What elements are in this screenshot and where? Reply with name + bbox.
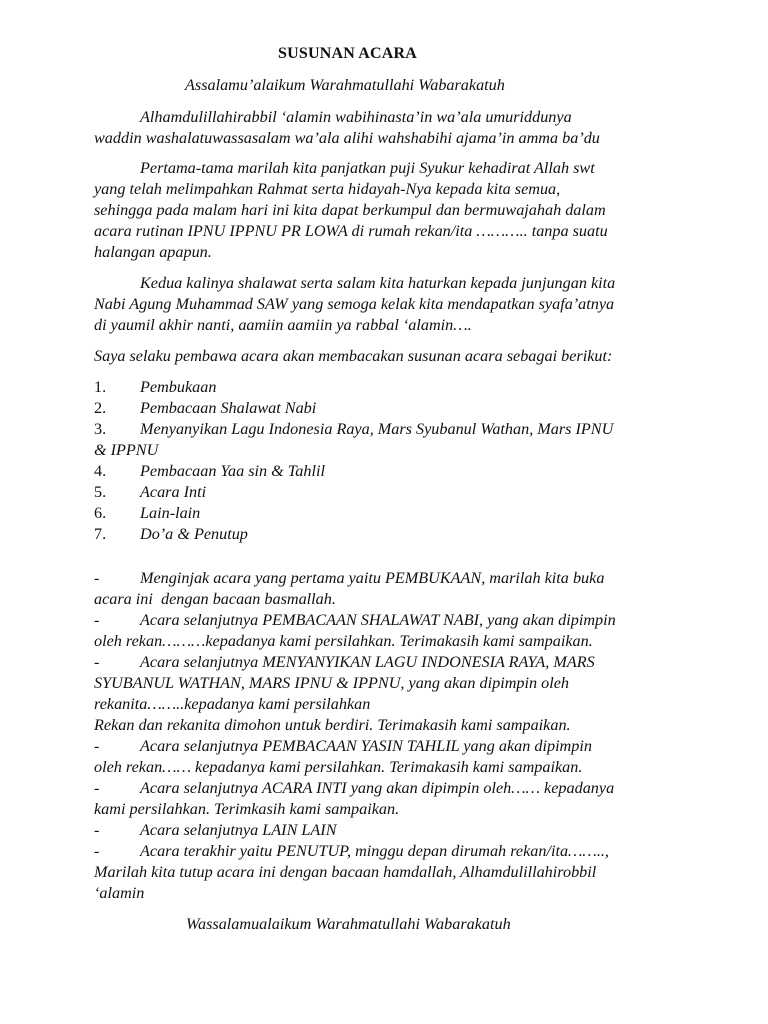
agenda-number: 3. [94,420,107,438]
detail-line: Acara selanjutnya MENYANYIKAN LAGU INDONESIA RAYA, MARS [140,653,595,671]
hamdalah-line-2: waddin washalatuwassasalam wa’ala alihi wahshabihi ajama’in amma ba’du [94,129,600,147]
detail-line: oleh rekan…… kepadanya kami persilahkan. Terimakasih kami sampaikan. [94,758,583,776]
detail-dash: - [94,842,100,860]
paragraph-2-line-3: di yaumil akhir nanti, aamiin aamiin ya rabbal ‘alamin…. [94,316,472,334]
detail-line: oleh rekan………kepadanya kami persilahkan. Terimakasih kami sampaikan. [94,632,593,650]
intro-sentence: Saya selaku pembawa acara akan membacakan susunan acara sebagai berikut: [94,347,613,365]
detail-dash: - [94,611,100,629]
paragraph-1-line-3: sehingga pada malam hari ini kita dapat berkumpul dan bermuwajahah dalam [94,201,606,219]
detail-line: Acara selanjutnya ACARA INTI yang akan dipimpin oleh…… kepadanya [140,779,615,797]
detail-line: ‘alamin [94,884,145,902]
agenda-number: 6. [94,504,107,522]
agenda-number: 1. [94,378,107,396]
paragraph-1-line-2: yang telah melimpahkan Rahmat serta hidayah-Nya kepada kita semua, [94,180,561,198]
detail-line: kami persilahkan. Terimkasih kami sampaikan. [94,800,400,818]
closing-greeting: Wassalamualaikum Warahmatullahi Wabarakatuh [186,915,511,933]
detail-dash: - [94,821,100,839]
paragraph-1-line-4: acara rutinan IPNU IPPNU PR LOWA di rumah rekan/ita ……….. tanpa suatu [94,222,608,240]
detail-line: Marilah kita tutup acara ini dengan bacaan hamdallah, Alhamdulillahirobbil [94,863,597,881]
agenda-item: Pembacaan Shalawat Nabi [140,399,317,417]
detail-line: Menginjak acara yang pertama yaitu PEMBUKAAN, marilah kita buka [140,569,605,587]
paragraph-1-line-1: Pertama-tama marilah kita panjatkan puji Syukur kehadirat Allah swt [140,159,595,177]
detail-line: rekanita……..kepadanya kami persilahkan [94,695,371,713]
hamdalah-line-1: Alhamdulillahirabbil ‘alamin wabihinasta’in wa’ala umuriddunya [140,108,572,126]
agenda-item: Pembacaan Yaa sin & Tahlil [140,462,325,480]
document-title: SUSUNAN ACARA [278,45,418,62]
agenda-item: Acara Inti [140,483,207,501]
agenda-number: 5. [94,483,107,501]
agenda-number: 2. [94,399,107,417]
agenda-number: 4. [94,462,107,480]
paragraph-2-line-1: Kedua kalinya shalawat serta salam kita haturkan kepada junjungan kita [140,274,616,292]
detail-line: Acara terakhir yaitu PENUTUP, minggu depan dirumah rekan/ita…….., [140,842,609,860]
agenda-number: 7. [94,525,107,543]
agenda-item: Menyanyikan Lagu Indonesia Raya, Mars Syubanul Wathan, Mars IPNU [140,420,614,438]
agenda-item-continuation: & IPPNU [94,441,159,459]
detail-line: Acara selanjutnya LAIN LAIN [140,821,337,839]
detail-dash: - [94,779,100,797]
opening-greeting: Assalamu’alaikum Warahmatullahi Wabarakatuh [185,76,505,94]
detail-line: Rekan dan rekanita dimohon untuk berdiri. Terimakasih kami sampaikan. [94,716,571,734]
detail-dash: - [94,569,100,587]
paragraph-2-line-2: Nabi Agung Muhammad SAW yang semoga kelak kita mendapatkan syafa’atnya [94,295,615,313]
detail-line: Acara selanjutnya PEMBACAAN YASIN TAHLIL yang akan dipimpin [140,737,592,755]
agenda-item: Pembukaan [140,378,217,396]
detail-line: acara ini dengan bacaan basmallah. [94,590,336,608]
agenda-item: Do’a & Penutup [140,525,248,543]
agenda-item: Lain-lain [140,504,201,522]
detail-line: SYUBANUL WATHAN, MARS IPNU & IPPNU, yang akan dipimpin oleh [94,674,570,692]
detail-line: Acara selanjutnya PEMBACAAN SHALAWAT NABI, yang akan dipimpin [140,611,616,629]
paragraph-1-line-5: halangan apapun. [94,243,212,261]
detail-dash: - [94,737,100,755]
detail-dash: - [94,653,100,671]
